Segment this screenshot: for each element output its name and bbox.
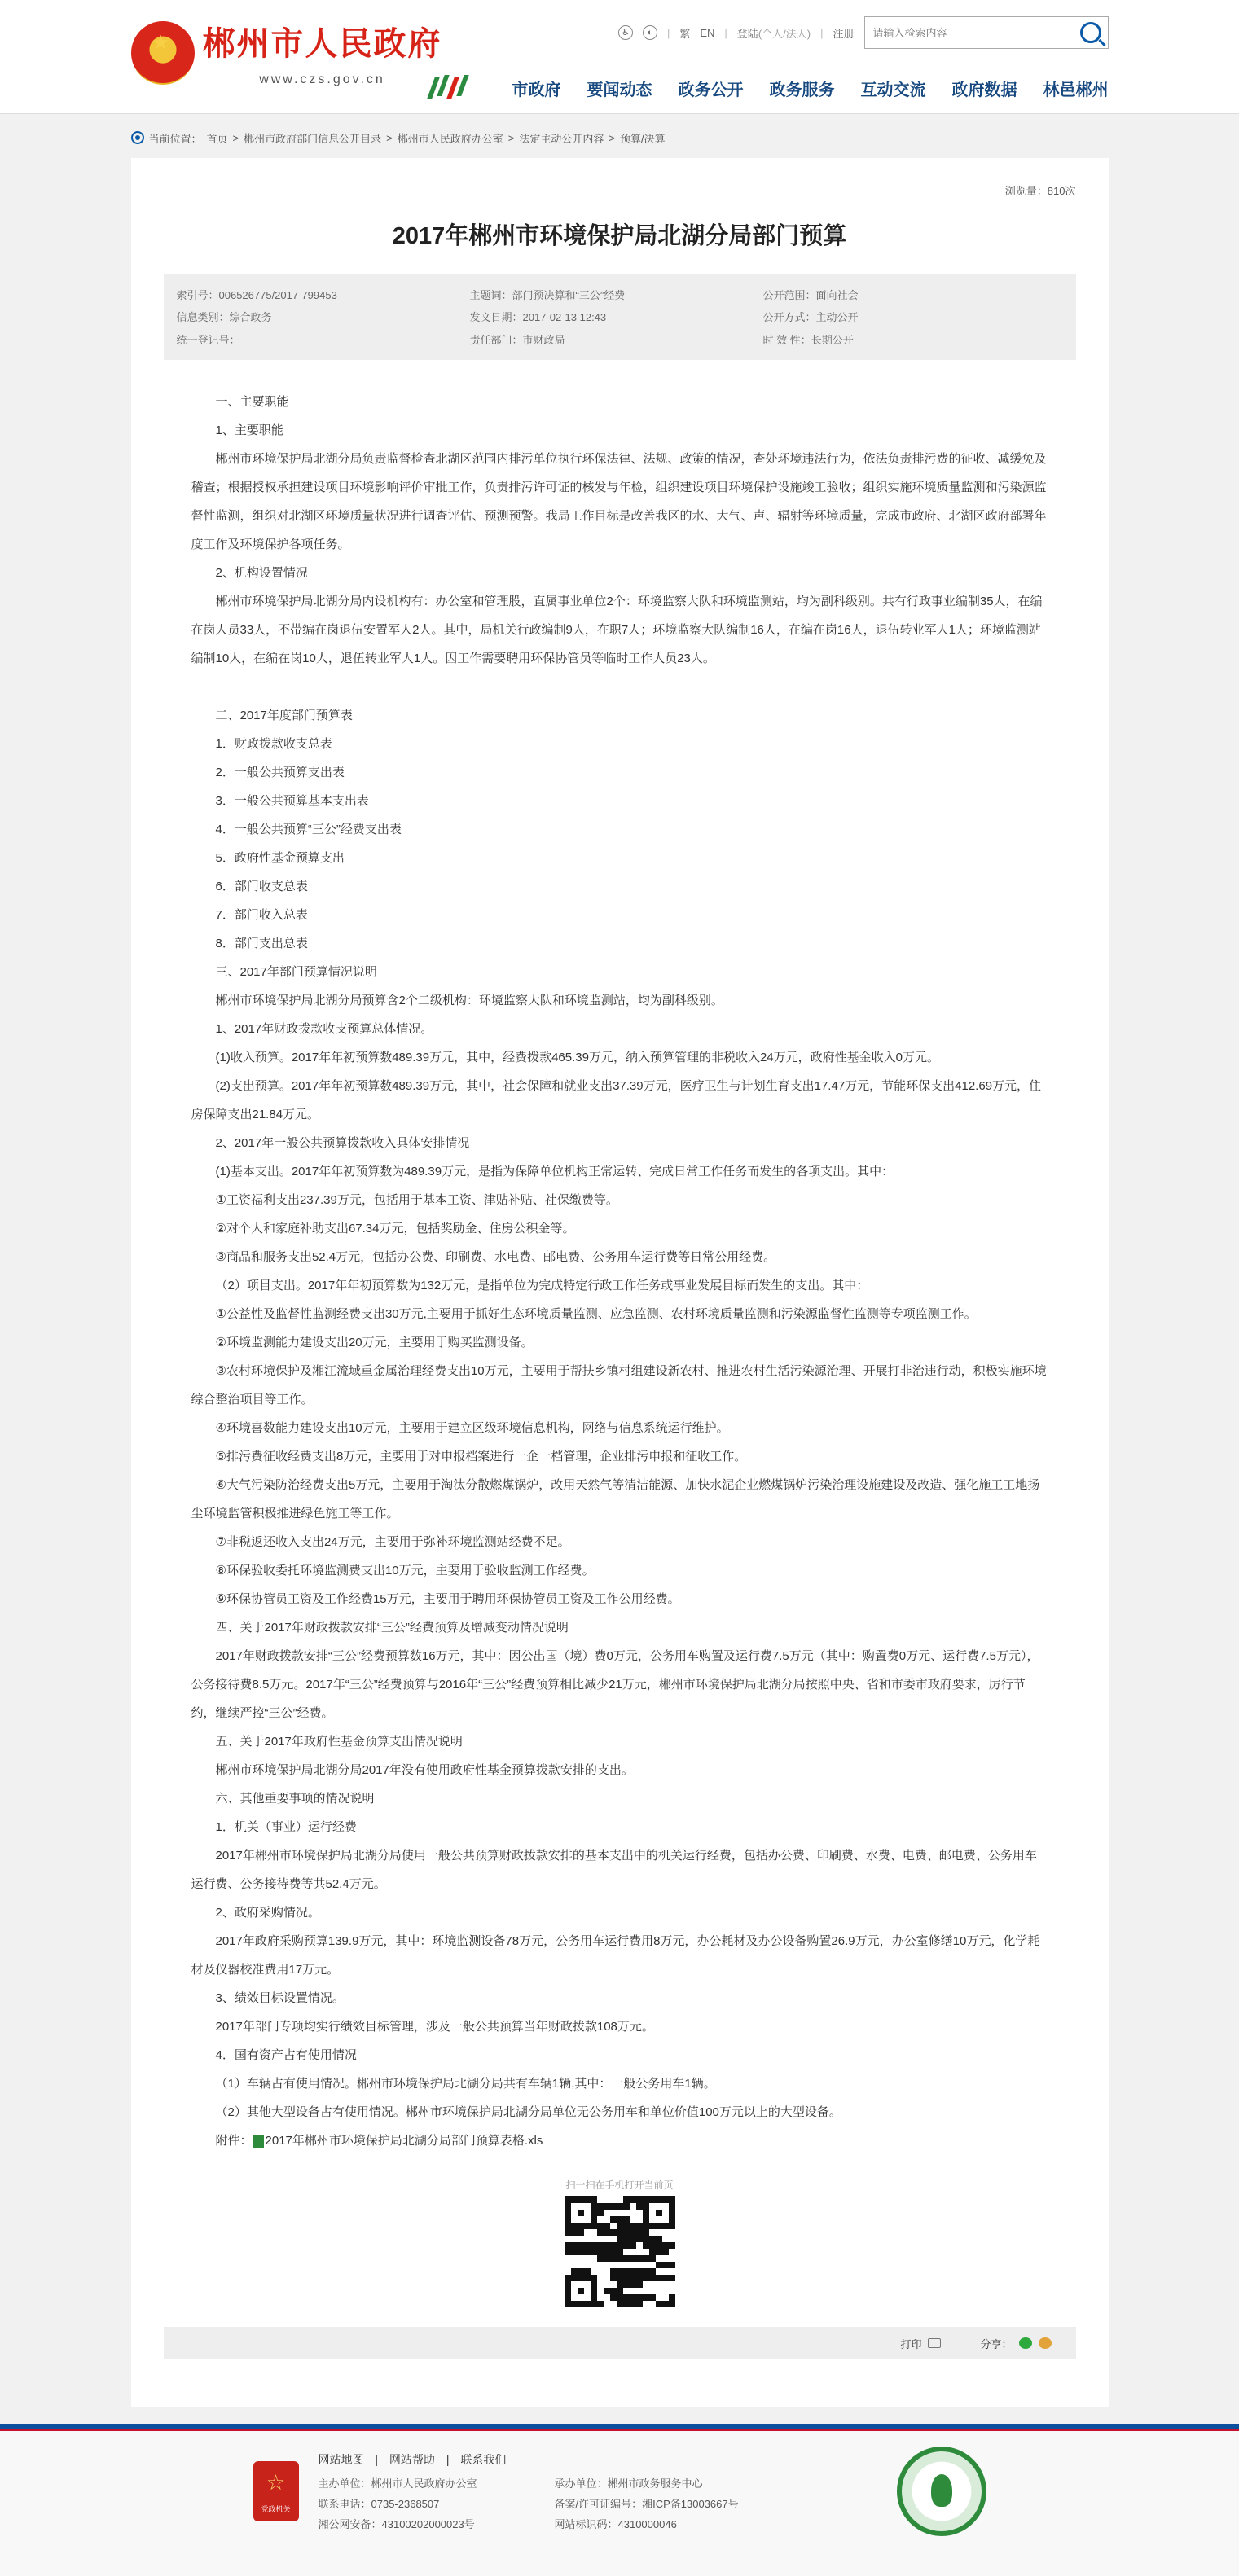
nav-item-open-affairs[interactable]: 政务公开 — [678, 81, 744, 99]
article-paragraph: 4．国有资产占有使用情况 — [215, 2048, 357, 2062]
meta-scope: 公开范围：面向社会 — [762, 289, 859, 301]
weibo-icon[interactable] — [1039, 2337, 1052, 2349]
article-paragraph: 一、主要职能 — [215, 395, 289, 409]
search-input[interactable] — [873, 27, 1069, 39]
nav-logo-icon — [428, 75, 477, 101]
party-government-badge-icon[interactable]: ☆ 党政机关 — [253, 2461, 299, 2521]
nav-item-government[interactable]: 市政府 — [512, 81, 561, 99]
article-paragraph: 1．机关（事业）运行经费 — [215, 1820, 357, 1834]
article-paragraph: 3．一般公共预算基本支出表 — [215, 794, 369, 808]
footer-site-code: 网站标识码：4310000046 — [554, 2518, 677, 2530]
print-button[interactable]: 打印 — [900, 2337, 922, 2350]
excel-file-icon — [253, 2135, 264, 2148]
article-paragraph: ②对个人和家庭补助支出67.34万元，包括奖励金、住房公积金等。 — [215, 1222, 575, 1235]
print-share-bar — [164, 2327, 1076, 2359]
attachment-link[interactable]: 2017年郴州市环境保护局北湖分局部门预算表格.xls — [265, 2134, 543, 2148]
main-nav — [428, 75, 1109, 101]
article-paragraph: (2)支出预算。2017年年初预算数489.39万元，其中，社会保障和就业支出37.39万元，医疗卫生与计划生育支出17.47万元，节能环保支出412.69万元，住房保障支出21.84万元。 — [191, 1079, 1042, 1121]
footer-separator: | — [375, 2453, 379, 2466]
location-icon — [131, 131, 144, 144]
meta-registration: 统一登记号： — [176, 333, 240, 346]
footer-sponsor: 主办单位：郴州市人民政府办公室 — [318, 2477, 477, 2490]
article-paragraph: 五、关于2017年政府性基金预算支出情况说明 — [215, 1735, 463, 1749]
article-paragraph: 1、主要职能 — [215, 423, 283, 437]
article-paragraph: 3、绩效目标设置情况。 — [215, 1991, 345, 2005]
accessibility-icon[interactable]: ♿ — [618, 25, 633, 40]
contact-link[interactable]: 联系我们 — [460, 2453, 507, 2466]
attachment-row — [191, 2126, 1048, 2155]
meta-department: 责任部门：市财政局 — [469, 333, 565, 346]
article-paragraph: (1)收入预算。2017年年初预算数489.39万元，其中，经费拨款465.39万元，纳入预算管理的非税收入24万元，政府性基金收入0万元。 — [215, 1051, 939, 1064]
login-note: (个人/法人) — [758, 27, 811, 40]
article-paragraph: 2017年财政拨款安排“三公”经费预算数16万元，其中：因公出国（境）费0万元，公务用车购置及运行费7.5万元（其中：购置费0万元、运行费7.5万元），公务接待费8.5万元。2017年“三公”经费预算与2016年“三公”经费预算相比减少21万元，郴州市环境保护局北湖分局按照中央、省和市委市政府要求，厉行节约，继续严控“三公”经费。 — [191, 1649, 1039, 1720]
article-paragraph: 2、机构设置情况 — [215, 566, 308, 580]
meta-index-no: 索引号：006526775/2017-799453 — [176, 289, 337, 301]
government-website-seal-icon[interactable] — [897, 2447, 986, 2536]
article-paragraph: 8．部门支出总表 — [215, 937, 308, 950]
footer-phone: 联系电话：0735-2368507 — [318, 2498, 440, 2510]
site-footer — [0, 2424, 1239, 2576]
help-link[interactable]: 网站帮助 — [389, 2453, 435, 2466]
meta-validity: 时 效 性：长期公开 — [762, 333, 854, 346]
article-paragraph: ①公益性及监督性监测经费支出30万元,主要用于抓好生态环境质量监测、应急监测、农村环境质量监测和污染源监督性监测等专项监测工作。 — [215, 1307, 977, 1321]
register-link[interactable]: 注册 — [833, 27, 855, 40]
site-title: 郴州市人民政府 — [202, 24, 442, 63]
article-paragraph: 郴州市环境保护局北湖分局负责监督检查北湖区范围内排污单位执行环保法律、法规、政策的情况，查处环境违法行为，依法负责排污费的征收、减缓免及稽查；根据授权承担建设项目环境影响评价审批工作，负责排污许可证的核发与年检，组织建设项目环境保护设施竣工验收；组织实施环境质量监测和污染源监督性监测，组织对北湖区环境质量状况进行调查评估、预测预警。我局工作目标是改善我区的水、大气、声、辐射等环境质量，完成市政府、北湖区政府部署年度工作及环境保护各项任务。 — [191, 452, 1047, 551]
article-meta — [164, 274, 1076, 360]
article-paragraph: ⑨环保协管员工资及工作经费15万元，主要用于聘用环保协管员工资及工作公用经费。 — [215, 1592, 680, 1606]
article-paragraph: （1）车辆占有使用情况。郴州市环境保护局北湖分局共有车辆1辆,其中：一般公务用车1辆。 — [215, 2077, 716, 2091]
breadcrumb-separator: > — [609, 131, 615, 144]
login-link[interactable]: 登陆 — [736, 27, 758, 40]
meta-subject: 主题词：部门预决算和“三公”经费 — [469, 289, 626, 301]
qr-section — [164, 2178, 1076, 2307]
breadcrumb-item-home[interactable]: 首页 — [206, 132, 228, 145]
site-logo[interactable] — [131, 18, 442, 87]
breadcrumb-separator: > — [386, 131, 393, 144]
share-label: 分享： — [980, 2337, 1013, 2350]
breadcrumb-label: 当前位置： — [148, 132, 202, 145]
article-paragraph: 1．财政拨款收支总表 — [215, 737, 332, 751]
article-paragraph: 二、2017年度部门预算表 — [215, 709, 353, 722]
article-paragraph: 郴州市环境保护局北湖分局2017年没有使用政府性基金预算拨款安排的支出。 — [215, 1763, 634, 1777]
qr-label: 扫一扫在手机打开当前页 — [565, 2179, 674, 2191]
article-paragraph: 郴州市环境保护局北湖分局预算含2个二级机构：环境监察大队和环境监测站，均为副科级别。 — [215, 994, 723, 1007]
breadcrumb-item-budget[interactable]: 预算/决算 — [619, 132, 666, 145]
article-paragraph: 2、政府采购情况。 — [215, 1906, 320, 1920]
article-paragraph: （2）项目支出。2017年年初预算数为132万元，是指单位为完成特定行政工作任务或事业发展目标而发生的支出。其中： — [215, 1279, 869, 1292]
printer-icon[interactable] — [928, 2338, 941, 2348]
view-count: 浏览量：810次 — [1004, 185, 1076, 197]
article-paragraph: 2017年郴州市环境保护局北湖分局使用一般公共预算财政拨款安排的基本支出中的机关运行经费，包括办公费、印刷费、水费、电费、邮电费、公务用车运行费、公务接待费等共52.4万元。 — [191, 1849, 1037, 1891]
meta-method: 公开方式：主动公开 — [762, 311, 859, 324]
attachment-label: 附件： — [215, 2134, 253, 2148]
article-paragraph: ②环境监测能力建设支出20万元，主要用于购买监测设备。 — [215, 1336, 534, 1349]
footer-undertaker: 承办单位：郴州市政务服务中心 — [554, 2477, 703, 2490]
article-title: 2017年郴州市环境保护局北湖分局部门预算 — [392, 223, 847, 249]
elder-mode-icon[interactable]: ◐ — [643, 25, 657, 40]
article-paragraph: （2）其他大型设备占有使用情况。郴州市环境保护局北湖分局单位无公务用车和单位价值100万元以上的大型设备。 — [215, 2105, 841, 2119]
breadcrumb-separator: > — [232, 131, 239, 144]
meta-category: 信息类别：综合政务 — [176, 311, 272, 324]
article-paragraph: 2017年政府采购预算139.9万元，其中：环境监测设备78万元，公务用车运行费用8万元，办公耗材及办公设备购置26.9万元，办公室修缮10万元，化学耗材及仪器校准费用17万元。 — [191, 1934, 1040, 1977]
nav-item-services[interactable]: 政务服务 — [769, 81, 835, 99]
article-paragraph: 三、2017年部门预算情况说明 — [215, 965, 377, 979]
article-container — [131, 158, 1109, 2407]
search-icon[interactable] — [1080, 22, 1101, 43]
footer-police[interactable]: 湘公网安备：43100202000023号 — [318, 2518, 475, 2530]
article-paragraph: ⑤排污费征收经费支出8万元，主要用于对申报档案进行一企一档管理，企业排污申报和征收工作。 — [215, 1450, 747, 1464]
article-paragraph: 2、2017年一般公共预算拨款收入具体安排情况 — [215, 1136, 470, 1150]
traditional-chinese-link[interactable]: 繁 — [679, 27, 691, 40]
article-paragraph: ⑥大气污染防治经费支出5万元，主要用于淘汰分散燃煤锅炉，改用天然气等清洁能源、加快水泥企业燃煤锅炉污染治理设施建设及改造、强化施工工地扬尘环境监管积极推进绿色施工等工作。 — [191, 1478, 1040, 1521]
breadcrumb-item-directory[interactable]: 郴州市政府部门信息公开目录 — [244, 132, 382, 145]
article-paragraph: 7．部门收入总表 — [215, 908, 308, 922]
article-paragraph: 4．一般公共预算“三公”经费支出表 — [215, 823, 402, 836]
footer-icp[interactable]: 备案/许可证编号：湘ICP备13003667号 — [554, 2498, 739, 2510]
article-paragraph: (1)基本支出。2017年年初预算数为489.39万元，是指为保障单位机构正常运转、完成日常工作任务而发生的各项支出。其中： — [215, 1165, 894, 1178]
sitemap-link[interactable]: 网站地图 — [318, 2453, 364, 2466]
nav-item-news[interactable]: 要闻动态 — [587, 81, 652, 99]
breadcrumb-separator: > — [507, 131, 515, 144]
article-paragraph: ①工资福利支出237.39万元，包括用于基本工资、津贴补贴、社保缴费等。 — [215, 1193, 618, 1207]
qr-code — [565, 2196, 675, 2307]
header-tools: ♿ ◐ | 繁 EN | 登陆(个人/法人) | 注册 请输入检索内容 — [618, 16, 1109, 49]
footer-links — [319, 2450, 799, 2470]
article-paragraph: ③农村环境保护及湘江流域重金属治理经费支出10万元，主要用于帮扶乡镇村组建设新农村、推进农村生活污染源治理、开展打非治违行动，积极实施环境综合整治项目等工作。 — [191, 1364, 1047, 1406]
badge-caption: 党政机关 — [261, 2505, 291, 2513]
article-paragraph: 1、2017年财政拨款收支预算总体情况。 — [215, 1022, 433, 1036]
article-paragraph: 5．政府性基金预算支出 — [215, 851, 345, 865]
article-paragraph: ⑦非税返还收入支出24万元，主要用于弥补环境监测站经费不足。 — [215, 1535, 570, 1549]
site-header — [0, 0, 1239, 114]
article-body — [164, 360, 1076, 2155]
breadcrumb — [131, 121, 1109, 155]
nav-item-data[interactable]: 政府数据 — [951, 81, 1017, 99]
article-paragraph: 六、其他重要事项的情况说明 — [215, 1792, 375, 1806]
meta-date: 发文日期：2017-02-13 12:43 — [469, 311, 607, 324]
site-url: www.czs.gov.cn — [259, 72, 385, 86]
article-paragraph — [191, 673, 1048, 701]
nav-item-interaction[interactable]: 互动交流 — [860, 81, 926, 99]
article-paragraph: ④环境喜数能力建设支出10万元，主要用于建立区级环境信息机构，网络与信息系统运行维护。 — [215, 1421, 729, 1435]
article-paragraph: 2017年部门专项均实行绩效目标管理，涉及一般公共预算当年财政拨款108万元。 — [215, 2020, 654, 2034]
article-paragraph: 6．部门收支总表 — [215, 880, 308, 893]
national-emblem-icon — [131, 21, 195, 85]
article-paragraph: ⑧环保验收委托环境监测费支出10万元，主要用于验收监测工作经费。 — [215, 1564, 595, 1578]
breadcrumb-item-office[interactable]: 郴州市人民政府办公室 — [397, 132, 503, 145]
article-paragraph: ③商品和服务支出52.4万元，包括办公费、印刷费、水电费、邮电费、公务用车运行费等日常公用经费。 — [215, 1250, 776, 1264]
english-link[interactable]: EN — [700, 26, 715, 39]
search-box — [864, 16, 1109, 49]
article-paragraph: 四、关于2017年财政拨款安排“三公”经费预算及增减变动情况说明 — [215, 1621, 569, 1635]
nav-item-linyi-chenzhou[interactable]: 林邑郴州 — [1043, 81, 1109, 99]
footer-separator: | — [446, 2453, 450, 2466]
wechat-icon[interactable] — [1019, 2337, 1032, 2349]
article-paragraph: 郴州市环境保护局北湖分局内设机构有：办公室和管理股，直属事业单位2个：环境监察大队和环境监测站，均为副科级别。共有行政事业编制35人，在编在岗人员33人，不带编在岗退伍安置军人2人。其中，局机关行政编制9人，在职7人；环境监察大队编制16人，在编在岗16人，退伍转业军人1人；环境监测站编制10人，在编在岗10人，退伍转业军人1人。因工作需要聘用环保协管员等临时工作人员23人。 — [191, 595, 1043, 665]
article-paragraph: 2．一般公共预算支出表 — [215, 766, 345, 779]
breadcrumb-item-statutory[interactable]: 法定主动公开内容 — [519, 132, 604, 145]
